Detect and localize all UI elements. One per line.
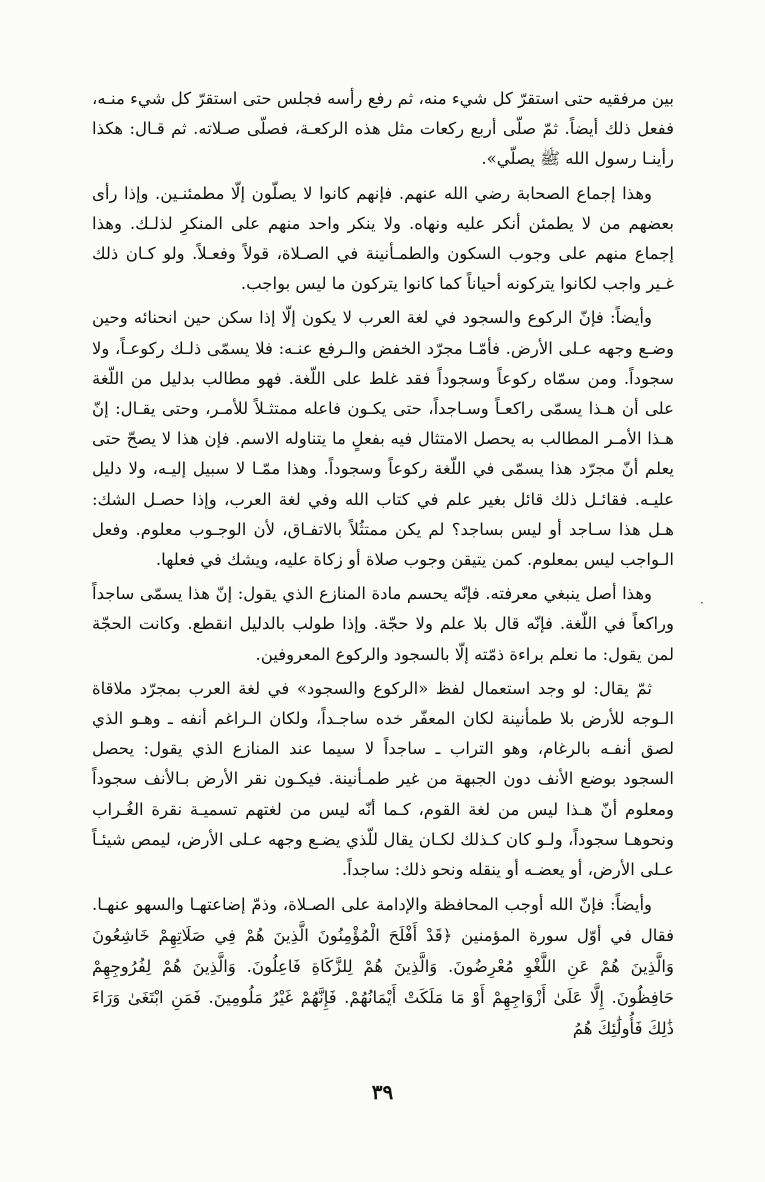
paragraph-continuation: بين مرفقيه حتى استقرّ كل شيء منه، ثم رفع رأسه فجلس حتى استقرّ كل شيء منـه، ففعل ذلك أيضاً. ثمّ صلّى أربع ركعات مثل هذه الركعـة، فصلّى صـلاته. ثم قـال: هكذا رأينـا رسول الله ﷺ يصلّي». [92,89,674,169]
paragraph-principle: وهذا أصل ينبغي معرفته. فإنّه يحسم مادة المنازع الذي يقول: إنّ هذا يسمّى ساجداً وراكعاً في اللّغة. فإنّه قال بلا علم ولا حجّة. وإذا طولب بالدليل انقطع. وكانت الحجّة لمن يقول: ما نعلم براءة ذمّته إلّا بالسجود والركوع المعروفين. [92,584,674,664]
paragraph-quran-citation: وأيضاً: فإنّ الله أوجب المحافظة والإدامة على الصـلاة، وذمّ إضاعتهـا والسهو عنهـا. فقال في أوّل سورة المؤمنين ﴿قَدْ أَفْلَحَ الْمُؤْمِنُونَ الَّذِينَ هُمْ فِي صَلَاتِهِمْ خَاشِعُونَ وَالَّذِينَ هُمْ عَنِ اللَّغْوِ مُعْرِضُونَ. وَالَّذِينَ هُمْ لِلزَّكَاةِ فَاعِلُونَ. وَالَّذِينَ هُمْ لِفُرُوجِهِمْ حَافِظُونَ. إِلَّا عَلَىٰ أَزْوَاجِهِمْ أَوْ مَا مَلَكَتْ أَيْمَانُهُمْ. فَإِنَّهُمْ غَيْرُ مَلُومِينَ. فَمَنِ ابْتَغَىٰ وَرَاءَ ذَٰلِكَ فَأُولَٰئِكَ هُمُ [92,895,674,1039]
paragraph-objection: ثمّ يقال: لو وجد استعمال لفظ «الركوع والسجود» في لغة العرب بمجرّد ملاقاة الـوجه للأرض بلا طمأنينة لكان المعفّر خده ساجـداً، ولكان الـراغم أنفه ـ وهـو الذي لصق أنفـه بالرغام، وهو التراب ـ ساجداً لا سيما عند المنازع الذي يقول: يحصل السجود بوضع الأنف دون الجبهة من غير طمـأنينة. فيكـون نقر الأرض بـالأنف سجوداً ومعلوم أنّ هـذا ليس من لغة القوم، كـما أنّه ليس من لغتهم تسميـة نقرة الغُـراب ونحوهـا سجوداً، ولـو كان كـذلك لكـان يقال للّذي يضـع وجهه عـلى الأرض، ليمص شيئـاً عـلى الأرض، أو يعضـه أو ينقله ونحو ذلك: ساجداً. [92,678,674,880]
page-number: ٣٩ [371,1080,394,1104]
page-body [92,84,674,1048]
paragraph-consensus: وهذا إجماع الصحابة رضي الله عنهم. فإنهم كانوا لا يصلّون إلّا مطمئنـين. وإذا رأى بعضهم من لا يطمئن أنكر عليه ونهاه. ولا ينكر واحد منهم على المنكرِ لذلـك. وهذا إجماع منهم على وجوب السكون والطمـأنينة في الصـلاة، قولاً وفعـلاً. ولو كـان ذلك غـير واجب لكانوا يتركونه أحياناً كما كانوا يتركون ما ليس بواجب. [92,183,674,294]
margin-mark: · [700,596,704,610]
paragraph-language-argument: وأيضاً: فإنّ الركوع والسجود في لغة العرب لا يكون إلّا إذا سكن حين انحنائه وحين وضـع وجهه عـلى الأرض. فأمّـا مجرّد الخفض والـرفع عنـه: فلا يسمّى ذلـك ركوعـاً، ولا سجوداً. ومن سمّاه ركوعاً وسجوداً فقد غلط على اللّغة. فهو مطالب بدليل من اللّغة على أن هـذا يسمّى راكعـاً وسـاجداً، حتى يكـون فاعله ممتثـلاً للأمـر، وحتى يقـال: إنّ هـذا الأمـر المطالب به يحصل الامتثال فيه بفعلٍ ما يتناوله الاسم. فإن هذا لا يصحّ حتى يعلم أنّ مجرّد هذا يسمّى في اللّغة ركوعاً وسجوداً. وهذا ممّـا لا سبيل إليـه، ولا دليل عليـه. فقائـل ذلك قائل بغير علم في كتاب الله وفي لغة العرب، وإذا حصـل الشك: هـل هذا سـاجد أو ليس بساجد؟ لم يكن ممتثُلاً بالاتفـاق، لأن الوجـوب معلوم. وفعل الـواجب ليس بمعلوم. كمن يتيقن وجوب صلاة أو زكاة عليه، ويشك في فعلها. [92,308,674,570]
